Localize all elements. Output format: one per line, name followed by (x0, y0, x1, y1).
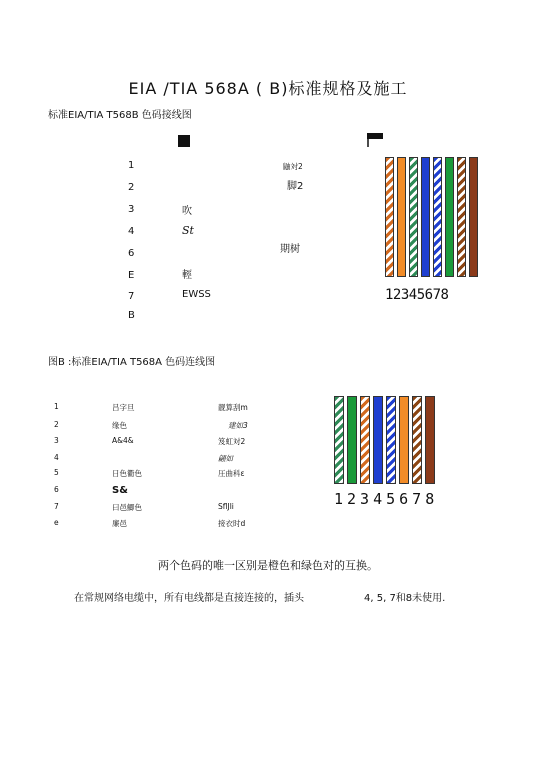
note-unused-pins: 4, 5, 7和8未使用. (364, 593, 446, 604)
section-b-row-number: 3 (54, 436, 59, 445)
section-b-color-name: 曰邑鯽色 (112, 503, 142, 512)
wire-4 (373, 396, 383, 484)
wire-6 (399, 396, 409, 484)
wire-1 (385, 157, 394, 277)
section-b-row-number: 6 (54, 485, 59, 494)
label-a-3: 輕 (182, 270, 192, 281)
label-a-2: St (182, 224, 194, 237)
wire-4 (421, 157, 430, 277)
right-label-a-3: 期树 (280, 244, 300, 255)
section-a-row-number: 3 (128, 204, 135, 215)
wire-7 (457, 157, 466, 277)
section-b-color-name: 缘色 (112, 421, 127, 430)
section-a-pin-numbers: 12345678 (385, 287, 449, 303)
section-b-pin-label: 靓算刮m (218, 403, 248, 412)
section-b-row-number: 4 (54, 453, 59, 462)
section-a-title: 标准EIA/TIA T568B 色码接线图 (48, 110, 192, 121)
wire-1 (334, 396, 344, 484)
section-a-row-number: B (128, 310, 135, 321)
section-b-pin-label: 笈虹対2 (218, 437, 246, 446)
wire-8 (425, 396, 435, 484)
section-b-row-number: 1 (54, 402, 59, 411)
connector-icon (178, 135, 190, 147)
wire-8 (469, 157, 478, 277)
flag-icon (367, 132, 383, 146)
section-b-title: 图B :标准EIA/TIA T568A 色码连线图 (48, 357, 216, 368)
section-b-color-name: 廉邑 (112, 519, 127, 528)
page-title: EIA /TIA 568A ( B)标准规格及施工 (128, 79, 408, 98)
wire-3 (360, 396, 370, 484)
right-label-a-2: 脚2 (287, 181, 304, 192)
section-b-pin-label: 翩如 (218, 454, 233, 463)
wire-2 (347, 396, 357, 484)
section-b-pin-label: 接衣时d (218, 519, 246, 528)
section-a-wire-diagram (385, 157, 481, 277)
section-b-row-number: 5 (54, 468, 59, 477)
section-a-row-number: 7 (128, 291, 135, 302)
section-a-row-number: E (128, 270, 135, 281)
section-b-wire-diagram (334, 396, 438, 484)
label-a-1: 吹 (182, 206, 192, 217)
wire-6 (445, 157, 454, 277)
section-a-row-number: 2 (128, 182, 135, 193)
wire-7 (412, 396, 422, 484)
section-b-color-name: 吕字旦 (112, 403, 135, 412)
wire-5 (386, 396, 396, 484)
wire-5 (433, 157, 442, 277)
section-b-pin-label: 圧曲科ɛ (218, 469, 245, 478)
section-a-row-number: 4 (128, 226, 135, 237)
section-b-color-name: S& (112, 485, 128, 496)
section-b-pin-numbers: 12345678 (334, 490, 439, 508)
wire-2 (397, 157, 406, 277)
section-b-color-name: 日色衢色 (112, 469, 142, 478)
section-b-row-number: 2 (54, 420, 59, 429)
label-a-4: EWSS (182, 289, 211, 300)
section-b-row-number: e (54, 518, 59, 527)
section-b-row-number: 7 (54, 502, 59, 511)
section-a-row-number: 6 (128, 248, 135, 259)
section-b-color-name: A&4& (112, 436, 134, 445)
note-difference: 两个色码的唯一区别是橙色和绿色对的互换。 (158, 559, 378, 572)
section-b-pin-label: SflJli (218, 502, 234, 511)
note-connection: 在常规网络电缆中，所有电线都是直接连接的，插头 (74, 593, 304, 604)
section-b-pin-label: 建如3 (228, 421, 248, 430)
section-a-row-number: 1 (128, 160, 135, 171)
wire-3 (409, 157, 418, 277)
right-label-a-1: 鼬対2 (283, 162, 303, 171)
